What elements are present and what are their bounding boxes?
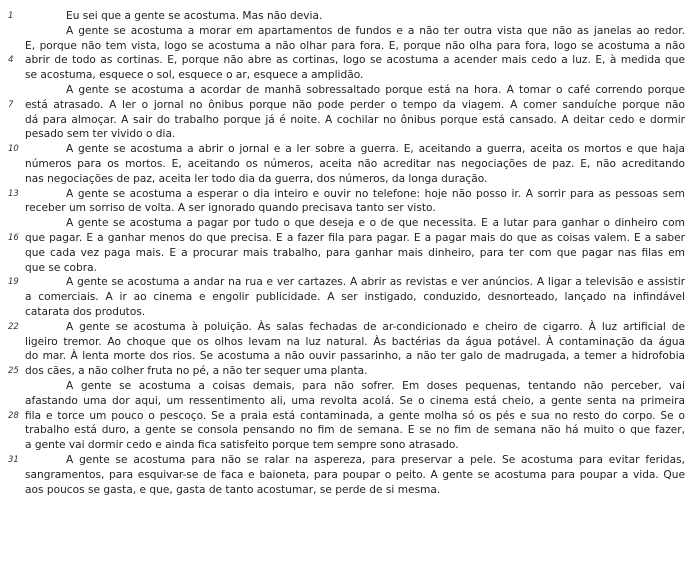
line-number: 25 [8,366,19,377]
line-text: que pagar. E a ganhar menos do que precisa. E a fazer fila para pagar. E a pagar mais do que as coisas valem. E a saber [25,231,685,244]
text-line [0,9,700,24]
text-line [0,246,700,261]
line-text: sangramentos, para esquivar-se de faca e baioneta, para poupar o peito. A gente se acostuma para poupar a vida. Que [25,468,685,481]
line-text: nas negociações de paz, aceita ler todo dia da guerra, dos números, da longa duração. [25,172,488,185]
text-line [0,39,700,54]
line-text: que se cobra. [25,261,97,274]
line-text: E, porque não tem vista, logo se acostuma a não olhar para fora. E, porque não olha para fora, logo se acostuma a não [25,39,685,52]
text-line [0,468,700,483]
text-line [0,438,700,453]
line-text: A gente se acostuma a esperar o dia inteiro e ouvir no telefone: hoje não posso ir. A sorrir para as pessoas sem [66,187,685,200]
line-number: 13 [8,188,19,199]
line-text: do mar. À lenta morte dos rios. Se acostuma a não ouvir passarinho, a não ter galo de madrugada, a temer a hidrofobia [25,350,685,363]
text-line [0,453,700,468]
line-text: números para os mortos. E, aceitando os números, aceita não acreditar nas negociações de paz. E, não acreditando [25,157,685,170]
line-number: 28 [8,410,19,421]
text-line [0,320,700,335]
line-number: 1 [8,11,14,21]
line-number: 7 [8,99,14,110]
line-text: A gente se acostuma a acordar de manhã sobressaltado porque está na hora. A tomar o café correndo porque [66,83,685,96]
line-text: A gente se acostuma para não se ralar na aspereza, para preservar a pele. Se acostuma para evitar feridas, [66,453,685,466]
line-text: abrir de todo as cortinas. E, porque não abre as cortinas, logo se acostuma a acender mais cedo a luz. E, à medida que [25,54,685,67]
text-line [0,349,700,364]
text-line [0,290,700,305]
line-text: dá para almoçar. A sair do trabalho porque já é noite. A cochilar no ônibus porque está cansado. A deitar cedo e dormir [25,113,685,126]
line-text: se acostuma, esquece o sol, esquece o ar, esquece a amplidão. [25,69,364,82]
text-line [0,201,700,216]
line-text: pesado sem ter vivido o dia. [25,128,176,141]
line-text: a comerciais. A ir ao cinema e engolir publicidade. A ser instigado, conduzido, desnorteado, lançado na infindável [25,291,685,304]
text-line [0,68,700,83]
line-text: A gente se acostuma a coisas demais, para não sofrer. Em doses pequenas, tentando não perceber, vai [66,379,685,392]
text-line [0,98,700,113]
text-line [0,127,700,142]
line-text: catarata dos produtos. [25,305,146,318]
text-line [0,335,700,350]
line-text: que cada vez paga mais. E a procurar mais trabalho, para ganhar mais dinheiro, para ter com que pagar nas filas em [25,246,685,259]
line-number: 10 [8,144,19,155]
text-line [0,172,700,187]
text-line [0,409,700,424]
line-text: aos poucos se gasta, e que, gasta de tanto acostumar, se perde de si mesma. [25,483,441,496]
line-number: 4 [8,55,14,66]
line-text: A gente se acostuma à poluição. Às salas fechadas de ar-condicionado e cheiro de cigarro. À luz artificial de [66,320,685,333]
text-line [0,364,700,379]
text-line [0,423,700,438]
line-text: afastando uma dor aqui, um ressentimento ali, uma revolta acolá. Se o cinema está cheio, a gente senta na primeira [25,394,685,407]
line-text: está atrasado. A ler o jornal no ônibus porque não pode perder o tempo da viagem. A comer sanduíche porque não [25,98,685,111]
line-text: Eu sei que a gente se acostuma. Mas não devia. [66,10,323,22]
line-number: 31 [8,454,19,465]
line-text: a gente vai dormir cedo e ainda fica satisfeito porque tem sempre sono atrasado. [25,439,459,452]
text-line [0,187,700,202]
text-line [0,142,700,157]
text-line [0,305,700,320]
line-number: 19 [8,277,19,288]
text-line [0,157,700,172]
text-line [0,261,700,276]
line-text: ligeiro tremor. Ao choque que os olhos levam na luz natural. Às bactérias da água potável. À contaminação da água [25,335,685,348]
text-line [0,216,700,231]
text-line [0,113,700,128]
line-text: trabalho está duro, a gente se consola pensando no fim de semana. E se no fim de semana não há muito o que fazer, [25,424,685,437]
line-text: receber um sorriso de volta. A ser ignorado quando precisava tanto ser visto. [25,202,436,215]
text-line [0,24,700,39]
line-number: 16 [8,232,19,243]
line-text: A gente se acostuma a pagar por tudo o que deseja e o de que necessita. E a lutar para ganhar o dinheiro com [66,217,685,230]
document-text [0,9,700,497]
text-line [0,394,700,409]
line-text: A gente se acostuma a morar em apartamentos de fundos e a não ter outra vista que não as janelas ao redor. [66,24,685,37]
line-number: 22 [8,321,19,332]
line-text: dos cães, a não colher fruta no pé, a não ter sequer uma planta. [25,365,368,378]
text-line [0,379,700,394]
line-text: A gente se acostuma a andar na rua e ver cartazes. A abrir as revistas e ver anúncios. A ligar a televisão e assistir [66,276,685,289]
text-line [0,53,700,68]
text-line [0,483,700,498]
text-line [0,83,700,98]
line-text: fila e torce um pouco o pescoço. Se a praia está contaminada, a gente molha só os pés e sua no resto do corpo. Se o [25,409,685,422]
text-line [0,275,700,290]
text-line [0,231,700,246]
line-text: A gente se acostuma a abrir o jornal e a ler sobre a guerra. E, aceitando a guerra, aceita os mortos e que haja [66,143,685,156]
